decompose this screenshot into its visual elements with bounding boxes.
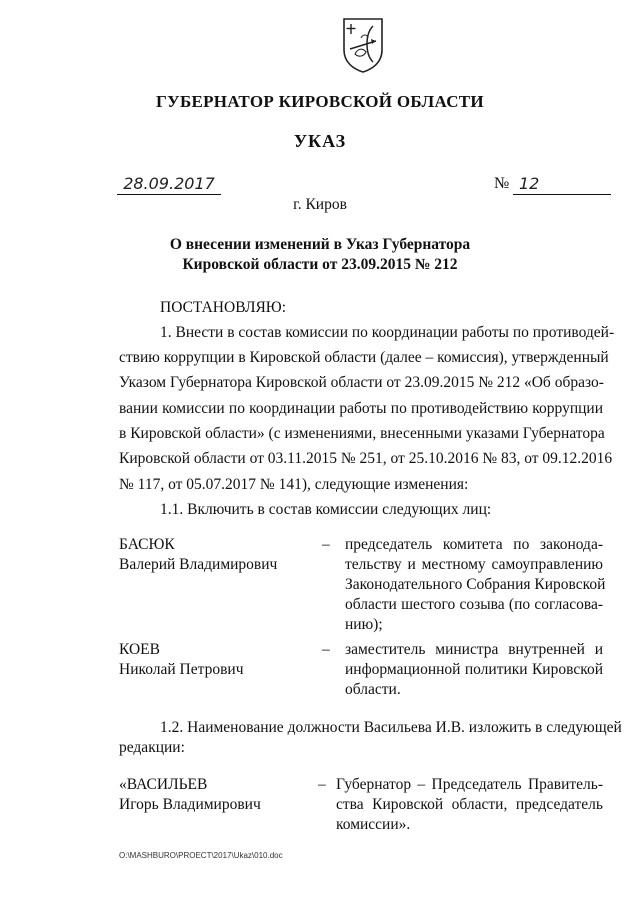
- member-dash: –: [318, 776, 326, 793]
- member-surname: «ВАСИЛЬЕВ: [119, 776, 208, 793]
- document-type: УКАЗ: [293, 131, 347, 151]
- kirov-coat-of-arms-icon: [341, 16, 385, 74]
- number-label: №: [494, 175, 510, 192]
- para1-line: 1. Внести в состав комиссии по координации работы по противодей-: [160, 324, 615, 341]
- member-name: Валерий Владимирович: [119, 556, 278, 573]
- para1-line: Указом Губернатора Кировской области от 23.09.2015 № 212 «Об образо-: [119, 374, 604, 391]
- file-path-footer: O:\MASHBURO\PROECT\2017\Ukaz\010.doc: [119, 851, 283, 860]
- decree-word: ПОСТАНОВЛЯЮ:: [160, 299, 287, 316]
- handwritten-date: 28.09.2017: [117, 174, 221, 195]
- para1-line: ствию коррупции в Кировской области (далее – комиссия), утвержденный: [119, 349, 609, 366]
- member-dash: –: [322, 536, 330, 553]
- member-position-line: области шестого созыва (по согласова-: [345, 596, 603, 613]
- member-position-line: председатель комитета по законода-: [345, 536, 603, 553]
- para1-line: № 117, от 05.07.2017 № 141), следующие изменения:: [119, 476, 469, 493]
- member-surname: БАСЮК: [119, 536, 175, 553]
- subject-line-2: Кировской области от 23.09.2015 № 212: [182, 256, 458, 273]
- member-position-line: Губернатор – Председатель Правитель-: [336, 776, 603, 793]
- member-dash: –: [322, 641, 330, 658]
- member-surname: КОЕВ: [119, 641, 160, 658]
- member-position-line: информационной политики Кировской: [345, 661, 603, 678]
- member-position-line: области.: [345, 681, 401, 698]
- member-position-line: нию);: [345, 616, 383, 633]
- issuing-authority: ГУБЕРНАТОР КИРОВСКОЙ ОБЛАСТИ: [156, 92, 484, 111]
- handwritten-number: 12: [513, 174, 611, 195]
- para1-line: Кировской области от 03.11.2015 № 251, от 25.10.2016 № 83, от 09.12.2016: [119, 450, 613, 467]
- para1-line: вании комиссии по координации работы по противодействию коррупции: [119, 400, 603, 417]
- member-position-line: тельству и местному самоуправлению: [345, 556, 603, 573]
- para1-2-line: редакции:: [119, 739, 185, 756]
- member-name: Николай Петрович: [119, 661, 244, 678]
- para1-line: в Кировской области» (с изменениями, внесенными указами Губернатора: [119, 425, 605, 442]
- para1-2-line: 1.2. Наименование должности Васильева И.В. изложить в следующей: [160, 719, 622, 736]
- member-position-line: заместитель министра внутренней и: [345, 641, 603, 658]
- member-name: Игорь Владимирович: [119, 796, 261, 813]
- city-line: г. Киров: [293, 196, 347, 213]
- para1-1: 1.1. Включить в состав комиссии следующих лиц:: [160, 501, 492, 518]
- member-position-line: ства Кировской области, председатель: [336, 796, 603, 813]
- subject-line-1: О внесении изменений в Указ Губернатора: [169, 236, 471, 253]
- member-position-line: Законодательного Собрания Кировской: [345, 576, 606, 593]
- member-position-line: комиссии».: [336, 816, 411, 833]
